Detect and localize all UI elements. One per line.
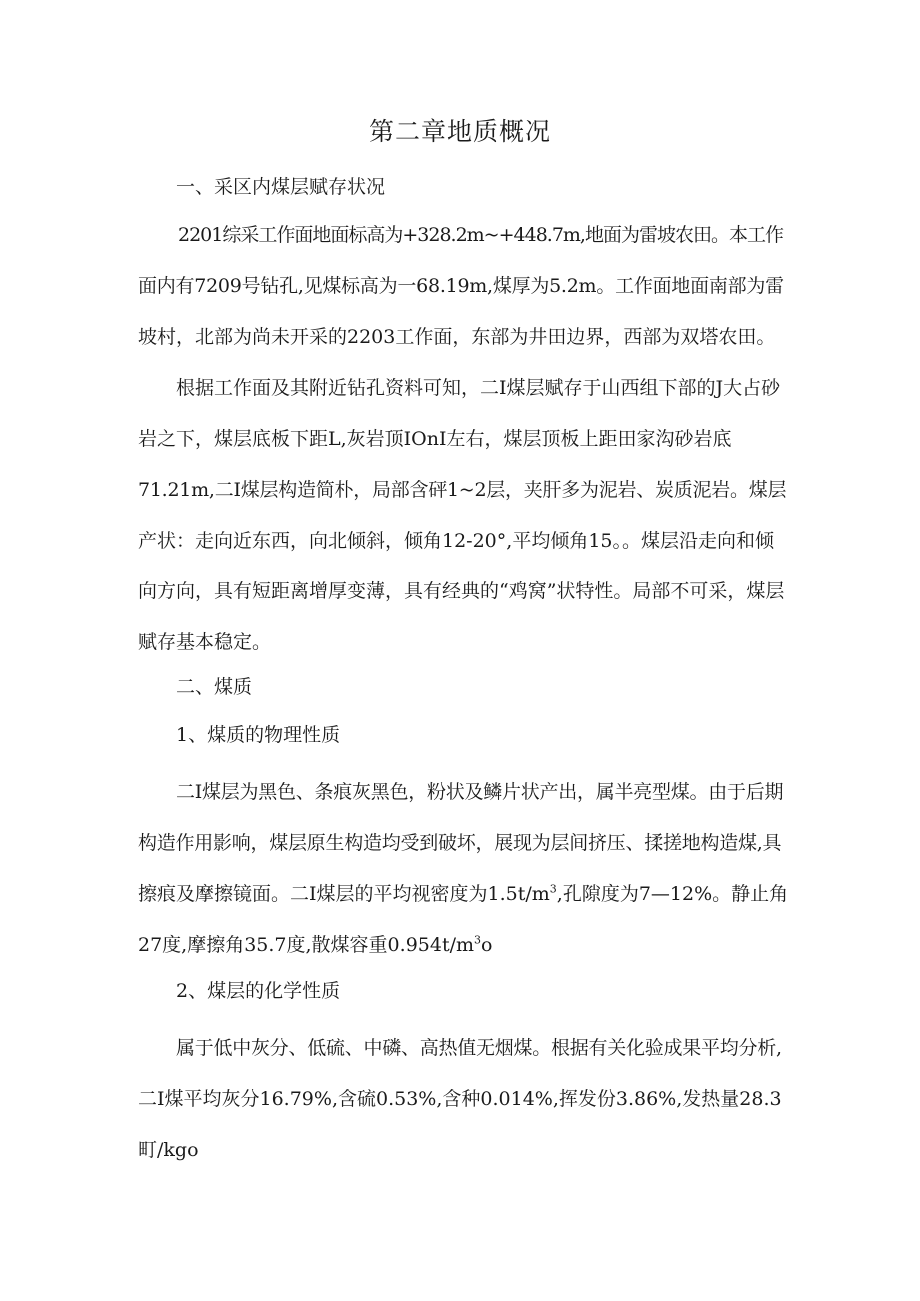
paragraph-line: 71.21m,二I煤层构造简朴，局部含砰1~2层，夹肝多为泥岩、炭质泥岩。煤层 [138,479,787,501]
section-heading-coal-occurrence: 一、采区内煤层赋存状况 [176,176,386,198]
chapter-title: 第二章地质概况 [368,117,551,146]
text-segment: ,孔隙度为7—12%。静止角 [556,883,789,905]
paragraph-line: 町/kgo [138,1139,199,1161]
paragraph-line: 岩之下，煤层底板下距L,灰岩顶IOnI左右，煤层顶板上距田家沟砂岩底 [138,428,732,450]
text-segment: o [481,934,493,956]
text-segment: 27度,摩擦角35.7度,散煤容重0.954t/m [138,934,475,956]
paragraph-line: 向方向，具有短距离增厚变薄，具有经典的“鸡窝”状特性。局部不可采，煤层 [138,580,785,602]
subsection-heading-physical-properties: 1、煤质的物理性质 [176,724,341,746]
paragraph-line: 赋存基本稳定。 [138,631,272,653]
paragraph-line-with-superscript [138,869,788,920]
superscript: 3 [549,882,557,896]
paragraph-line: 构造作用影响，煤层原生构造均受到破坏，展现为层间挤压、揉搓地构造煤,具 [138,832,782,854]
paragraph-line: 2201综采工作面地面标高为+328.2m~+448.7m,地面为雷坡农田。本工作 [178,224,783,246]
paragraph-line: 二I煤层为黑色、条痕灰黑色，粉状及鳞片状产出，属半亮型煤。由于后期 [176,781,784,803]
paragraph-line: 坡村，北部为尚未开采的2203工作面，东部为井田边界，西部为双塔农田。 [138,326,776,348]
paragraph-line: 面内有7209号钻孔,见煤标高为一68.19m,煤厚为5.2m。工作面地面南部为雷 [138,275,784,297]
section-heading-coal-quality: 二、煤质 [176,676,253,698]
superscript: 3 [474,933,482,947]
paragraph-line: 二I煤平均灰分16.79%,含硫0.53%,含种0.014%,挥发份3.86%,发热量28.3 [138,1088,782,1110]
paragraph-line: 属于低中灰分、低硫、中磷、高热值无烟煤。根据有关化验成果平均分析, [176,1037,782,1059]
paragraph-line: 根据工作面及其附近钻孔资料可知，二I煤层赋存于山西组下部的J大占砂 [176,377,781,399]
subsection-heading-chemical-properties: 2、煤层的化学性质 [176,980,341,1002]
paragraph-line-with-superscript [138,920,788,971]
text-segment: 擦痕及摩擦镜面。二I煤层的平均视密度为1.5t/m [138,883,550,905]
paragraph-line: 产状：走向近东西，向北倾斜，倾角12-20°,平均倾角15。。煤层沿走向和倾 [138,530,774,552]
